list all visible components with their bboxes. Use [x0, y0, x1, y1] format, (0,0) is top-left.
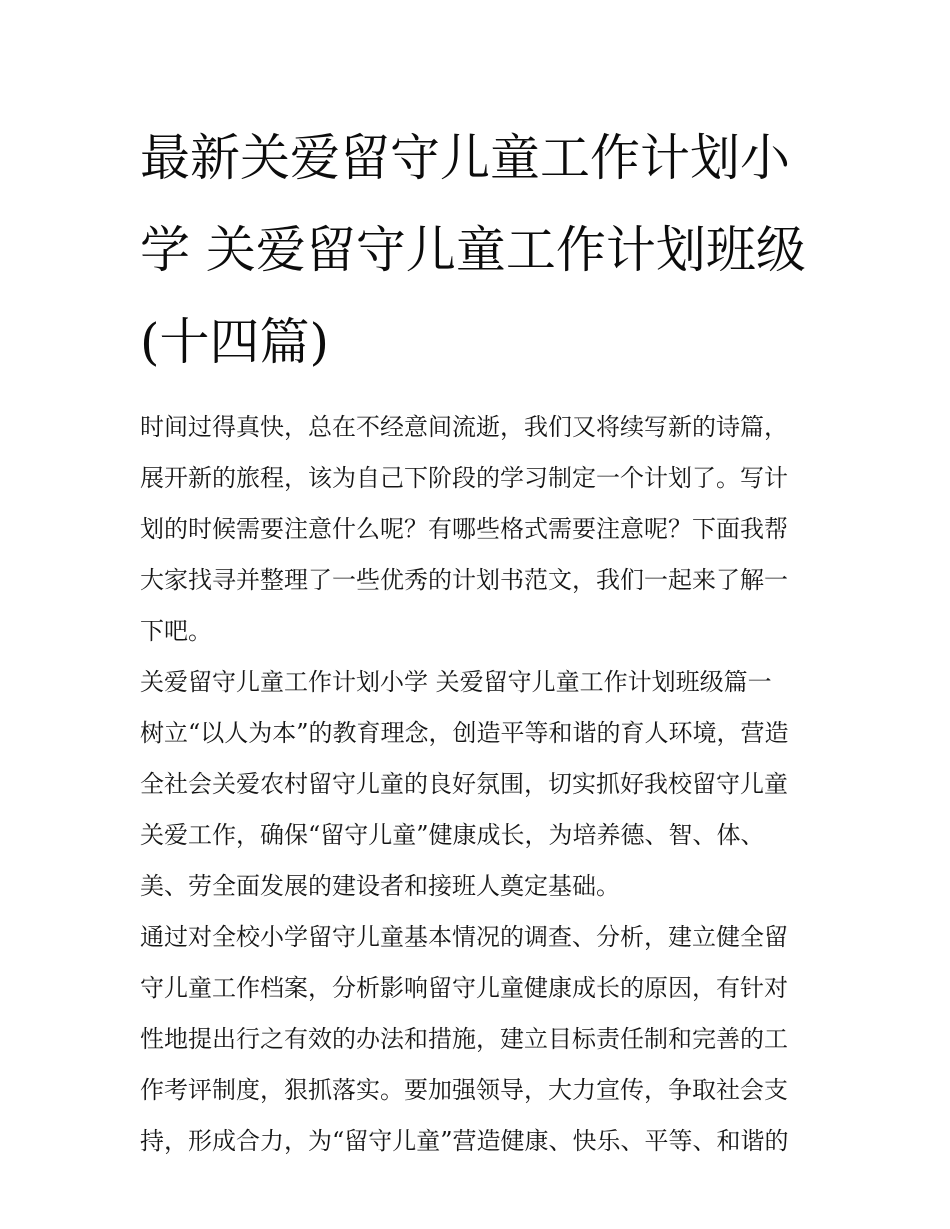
- body-paragraph: [140, 912, 812, 1167]
- text-line: 时间过得真快，总在不经意间流逝，我们又将续写新的诗篇，: [140, 413, 788, 441]
- text-line: 全社会关爱农村留守儿童的良好氛围，切实抓好我校留守儿童: [140, 770, 788, 798]
- body-paragraph: [140, 708, 812, 912]
- document-body: [140, 402, 812, 1167]
- text-line: 大家找寻并整理了一些优秀的计划书范文，我们一起来了解一: [140, 566, 788, 594]
- document-page: [140, 112, 812, 1167]
- text-line: 关爱工作，确保“留守儿童”健康成长，为培养德、智、体、: [140, 821, 765, 849]
- text-line: 树立“以人为本”的教育理念，创造平等和谐的育人环境，营造: [140, 719, 789, 747]
- text-line: 守儿童工作档案，分析影响留守儿童健康成长的原因，有针对: [140, 974, 788, 1002]
- document-title: [140, 112, 812, 388]
- text-line: 美、劳全面发展的建设者和接班人奠定基础。: [140, 872, 620, 900]
- text-line: 通过对全校小学留守儿童基本情况的调查、分析，建立健全留: [140, 923, 788, 951]
- title-line: (十四篇): [140, 313, 330, 371]
- text-line: 性地提出行之有效的办法和措施，建立目标责任制和完善的工: [140, 1025, 788, 1053]
- title-line: 学 关爱留守儿童工作计划班级: [140, 221, 806, 279]
- text-line: 持，形成合力，为“留守儿童”营造健康、快乐、平等、和谐的: [140, 1127, 789, 1155]
- text-line: 下吧。: [140, 617, 212, 645]
- text-line: 展开新的旅程，该为自己下阶段的学习制定一个计划了。写计: [140, 464, 788, 492]
- title-line: 最新关爱留守儿童工作计划小: [140, 129, 790, 187]
- intro-paragraph: [140, 402, 812, 657]
- text-line: 关爱留守儿童工作计划小学 关爱留守儿童工作计划班级篇一: [140, 668, 772, 696]
- text-line: 作考评制度，狠抓落实。要加强领导，大力宣传，争取社会支: [140, 1076, 788, 1104]
- section-heading: [140, 657, 812, 708]
- text-line: 划的时候需要注意什么呢？有哪些格式需要注意呢？下面我帮: [140, 515, 788, 543]
